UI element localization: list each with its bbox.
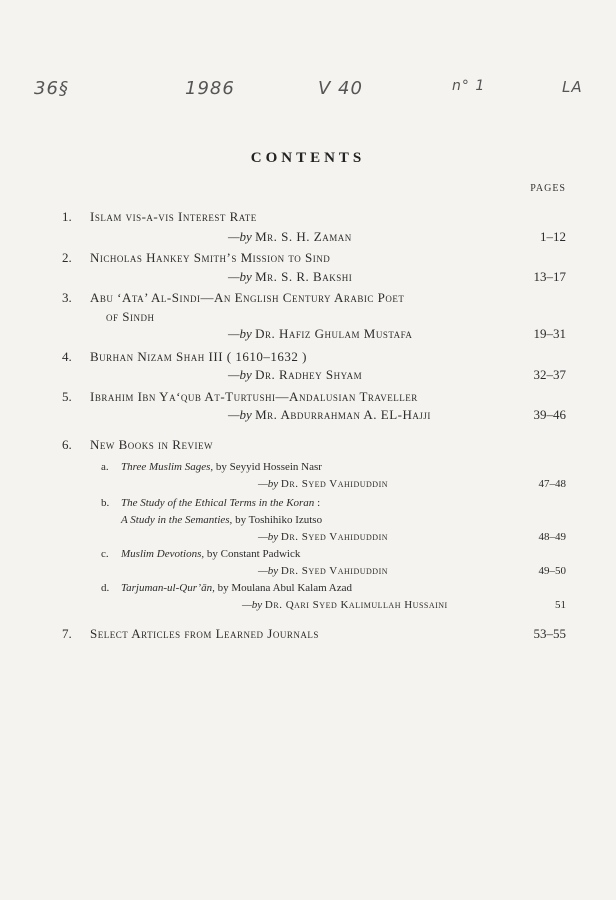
review-byline	[258, 565, 388, 577]
entry-pages: 19–31	[533, 326, 566, 341]
entry-author: Dr. Hafiz Ghulam Mustafa	[255, 326, 413, 341]
entry-number: 4.	[62, 349, 72, 364]
entry-title: Nicholas Hankey Smith’s Mission to Sind	[90, 250, 331, 265]
review-citation	[121, 548, 300, 560]
pages-column-header: PAGES	[530, 183, 566, 194]
entry-author: Mr. S. H. Zaman	[255, 229, 352, 244]
review-reviewer: Dr. Syed Vahiduddin	[280, 478, 389, 490]
entry-number: 5.	[62, 389, 72, 404]
handwritten-year: 1986	[185, 78, 235, 99]
entry-number: 2.	[62, 250, 72, 265]
by-label: —by	[258, 531, 279, 543]
by-label: —by	[228, 269, 252, 284]
review-letter: c.	[101, 548, 109, 560]
entry-title: Islam vis-a-vis Interest Rate	[90, 209, 257, 224]
review-book-author: by Moulana Abul Kalam Azad	[214, 582, 352, 594]
review-book-author: by Toshihiko Izutso	[232, 514, 323, 526]
review-punctuation: :	[314, 497, 321, 509]
entry-title: Burhan Nizam Shah III ( 1610–1632 )	[90, 349, 307, 364]
entry-pages: 32–37	[533, 367, 566, 382]
review-citation	[121, 582, 352, 594]
review-book-author: by Constant Padwick	[204, 548, 301, 560]
entry-title-continued: of Sindh	[106, 309, 155, 324]
entry-byline	[228, 367, 362, 383]
review-byline	[258, 478, 388, 490]
review-letter: a.	[101, 461, 109, 473]
entry-number: 3.	[62, 290, 72, 305]
entry-title: Abu ‘Ata’ Al-Sindi—An English Century Arabic Poet	[90, 290, 405, 305]
review-byline	[242, 599, 448, 611]
entry-number: 1.	[62, 209, 72, 224]
entry-author: Mr. Abdurrahman A. EL-Hajji	[255, 407, 431, 422]
by-label: —by	[258, 478, 279, 490]
entry-byline	[228, 269, 352, 285]
entry-title: Select Articles from Learned Journals	[90, 626, 319, 641]
handwritten-code: LA	[562, 78, 583, 96]
review-citation-continued	[121, 514, 322, 526]
review-reviewer: Dr. Qari Syed Kalimullah Hussaini	[264, 599, 448, 611]
handwritten-number: n° 1	[452, 78, 486, 94]
review-book-title: Tarjuman-ul-Qur’ān,	[121, 582, 215, 594]
by-label: —by	[228, 367, 252, 382]
entry-pages: 13–17	[533, 269, 566, 284]
review-byline	[258, 531, 388, 543]
entry-author: Dr. Radhey Shyam	[255, 367, 363, 382]
review-letter: d.	[101, 582, 110, 594]
review-book-title: Three Muslim Sages,	[121, 461, 214, 473]
entry-author: Mr. S. R. Bakshi	[255, 269, 353, 284]
by-label: —by	[228, 407, 252, 422]
entry-pages: 1–12	[540, 229, 566, 244]
by-label: —by	[228, 229, 252, 244]
entry-pages: 39–46	[533, 407, 566, 422]
review-pages: 47–48	[538, 478, 566, 490]
review-book-title: The Study of the Ethical Terms in the Koran	[121, 497, 315, 509]
entry-byline	[228, 407, 431, 423]
review-pages: 49–50	[538, 565, 566, 577]
entry-byline	[228, 326, 412, 342]
entry-number: 7.	[62, 626, 72, 641]
review-reviewer: Dr. Syed Vahiduddin	[280, 531, 389, 543]
review-pages: 48–49	[538, 531, 566, 543]
entry-title: New Books in Review	[90, 437, 213, 452]
handwritten-volume: V 40	[318, 78, 363, 99]
by-label: —by	[258, 565, 279, 577]
entry-title: Ibrahim Ibn Ya‘qub At-Turtushi—Andalusian Traveller	[90, 389, 418, 404]
entry-pages: 53–55	[533, 626, 566, 641]
page-title: CONTENTS	[250, 150, 366, 166]
review-reviewer: Dr. Syed Vahiduddin	[280, 565, 389, 577]
entry-byline	[228, 229, 352, 245]
review-citation	[121, 497, 320, 509]
by-label: —by	[228, 326, 252, 341]
review-citation	[121, 461, 322, 473]
entry-number: 6.	[62, 437, 72, 452]
review-book-title: Muslim Devotions,	[121, 548, 205, 560]
review-pages: 51	[555, 599, 566, 611]
handwritten-shelfmark: 36§	[34, 78, 69, 99]
by-label: —by	[242, 599, 263, 611]
review-letter: b.	[101, 497, 110, 509]
review-book-author: by Seyyid Hossein Nasr	[213, 461, 322, 473]
review-book-subtitle: A Study in the Semanties,	[121, 514, 233, 526]
